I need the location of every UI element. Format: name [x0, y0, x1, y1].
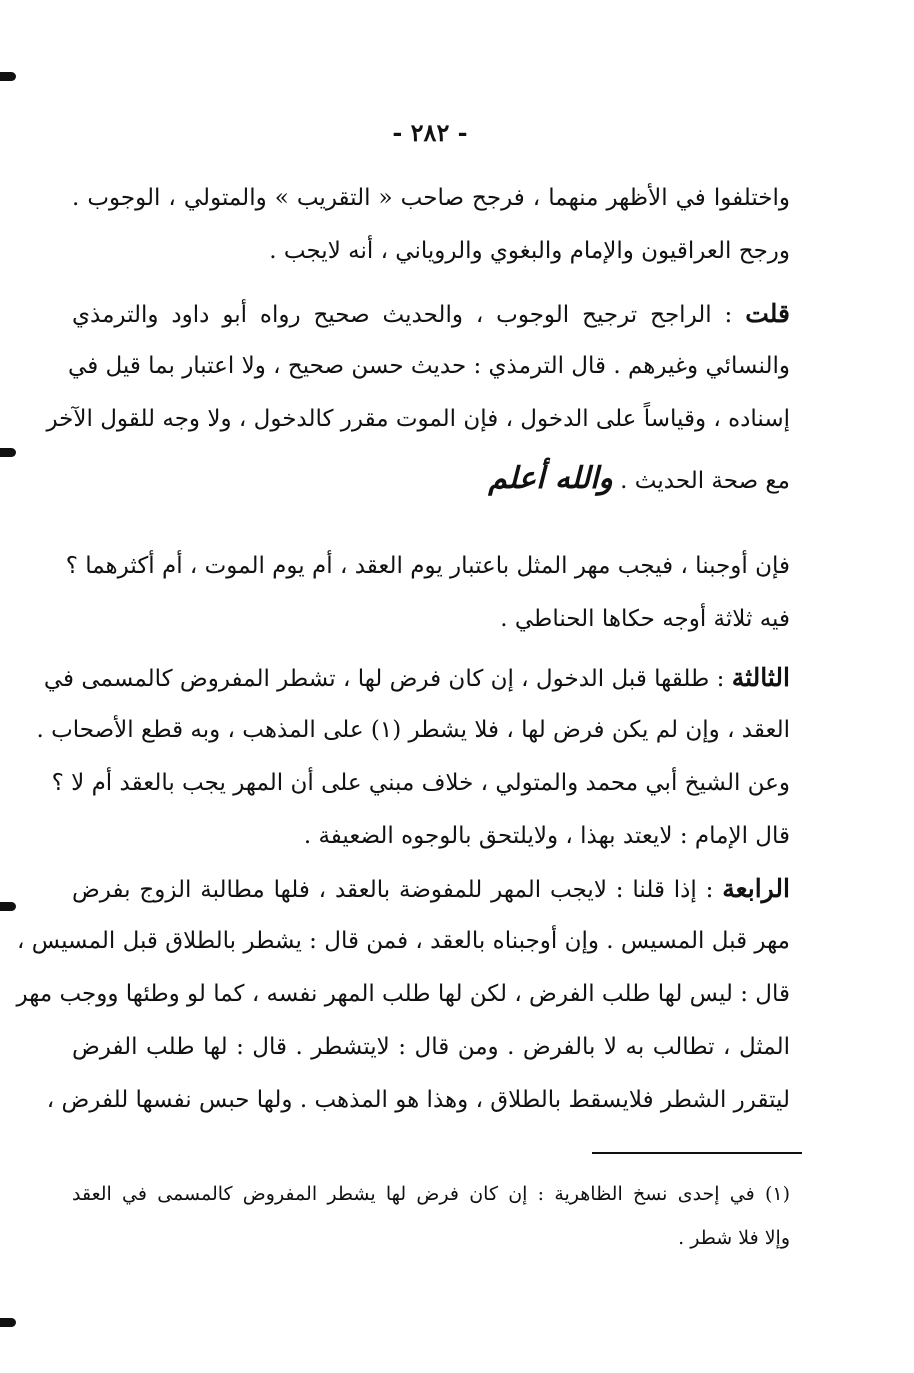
paragraph-fourth-issue — [16, 862, 790, 1127]
paragraph-qultu — [46, 287, 790, 512]
text-line: واختلفوا في الأظهر منهما ، فرجح صاحب « التقريب » والمتولي ، الوجوب . — [72, 185, 790, 211]
text-line — [72, 446, 790, 512]
text-line: قال الإمام : لايعتد بهذا ، ولايلتحق بالوجوه الضعيفة . — [303, 823, 790, 849]
text-line: ورجح العراقيون والإمام والبغوي والروياني ، أنه لايجب . — [269, 238, 790, 264]
footnote-line: (١) في إحدى نسخ الظاهرية : إن كان فرض لها يشطر المفروض كالمسمى في العقد — [72, 1183, 790, 1205]
page-edge-mark — [0, 448, 16, 457]
text-line: وعن الشيخ أبي محمد والمتولي ، خلاف مبني على أن المهر يجب بالعقد أم لا ؟ — [51, 770, 790, 796]
footnote-line: وإلا فلا شطر . — [678, 1227, 790, 1249]
paragraph-opinions — [72, 172, 790, 278]
paragraph-if-obligatory — [65, 540, 790, 646]
paragraph-lead: قلت — [745, 299, 790, 328]
page-edge-mark — [0, 72, 16, 81]
line-text: : إذا قلنا : لايجب المهر للمفوضة بالعقد ، فلها مطالبة الزوج بفرض — [72, 877, 723, 903]
paragraph-third-issue — [36, 651, 790, 863]
line-text: مع صحة الحديث . — [612, 468, 790, 494]
text-line: فيه ثلاثة أوجه حكاها الحناطي . — [500, 606, 790, 632]
text-line: والنسائي وغيرهم . قال الترمذي : حديث حسن صحيح ، ولا اعتبار بما قيل في — [68, 353, 790, 379]
text-line — [72, 862, 790, 915]
page-edge-mark — [0, 902, 16, 911]
line-text: : الراجح ترجيح الوجوب ، والحديث صحيح رواه أبو داود والترمذي — [72, 302, 746, 328]
text-line — [43, 651, 790, 704]
text-line: المثل ، تطالب به لا بالفرض . ومن قال : لايتشطر . قال : لها طلب الفرض — [72, 1034, 790, 1060]
text-line: مهر قبل المسيس . وإن أوجبناه بالعقد ، فمن قال : يشطر بالطلاق قبل المسيس ، — [17, 928, 790, 954]
text-line: العقد ، وإن لم يكن فرض لها ، فلا يشطر (١) على المذهب ، وبه قطع الأصحاب . — [36, 717, 790, 743]
text-line: إسناده ، وقياساً على الدخول ، فإن الموت مقرر كالدخول ، ولا وجه للقول الآخر — [46, 406, 790, 432]
paragraph-lead: الثالثة — [731, 663, 790, 692]
paragraph-lead: الرابعة — [722, 874, 790, 903]
text-line: فإن أوجبنا ، فيجب مهر المثل باعتبار يوم العقد ، أم يوم الموت ، أم أكثرهما ؟ — [65, 553, 790, 579]
closing-phrase: والله أعلم — [488, 461, 613, 496]
text-line: قال : ليس لها طلب الفرض ، لكن لها طلب المهر نفسه ، كما لو وطئها ووجب مهر — [16, 981, 790, 1007]
footnote-divider — [592, 1152, 802, 1154]
footnote — [72, 1172, 790, 1260]
text-line — [72, 287, 790, 340]
page-edge-mark — [0, 1318, 16, 1327]
line-text: : طلقها قبل الدخول ، إن كان فرض لها ، تشطر المفروض كالمسمى في — [43, 666, 732, 692]
text-line: ليتقرر الشطر فلايسقط بالطلاق ، وهذا هو المذهب . ولها حبس نفسها للفرض ، — [46, 1087, 790, 1113]
page-number: - ٢٨٢ - — [392, 118, 468, 147]
